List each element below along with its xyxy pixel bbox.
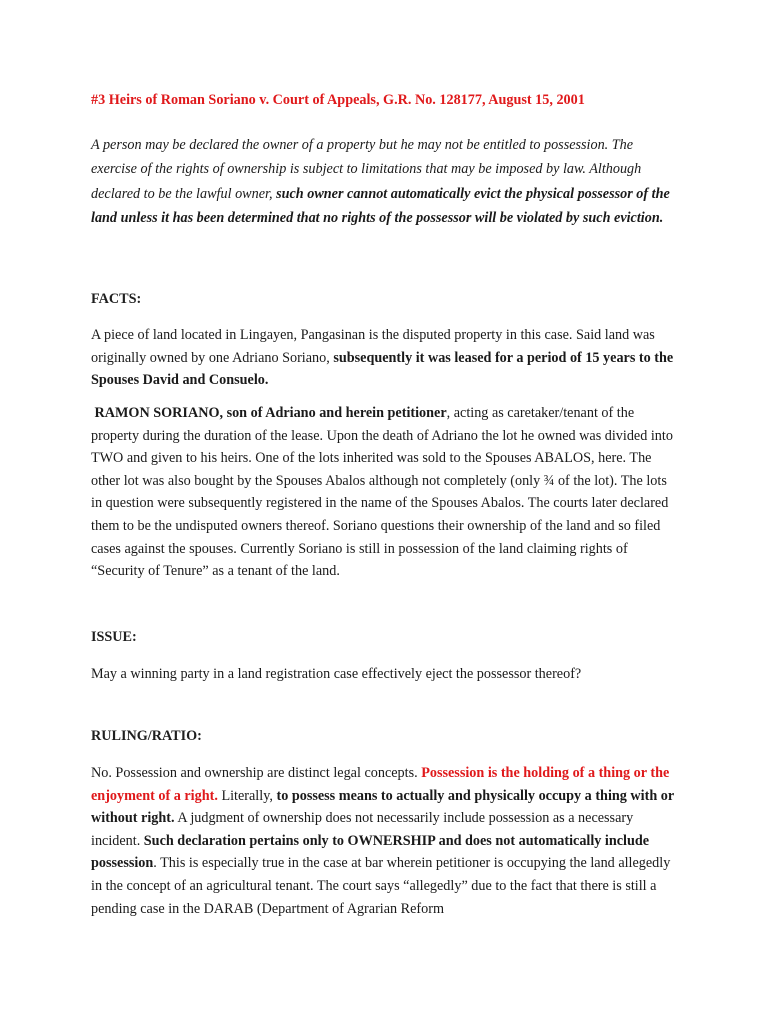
issue-paragraph: May a winning party in a land registration case effectively eject the possessor thereof?	[91, 666, 582, 682]
facts-heading: FACTS:	[91, 291, 142, 307]
ruling-text-4: . This is especially true in the case at bar wherein petitioner is occupying the land allegedly in the concept of an agricultural tenant. The court says “allegedly” due to the fact that there is still a pending case in the DARAB (Department of Agrarian Reform	[91, 855, 671, 917]
ruling-paragraph	[91, 762, 676, 920]
issue-heading: ISSUE:	[91, 629, 137, 645]
doctrine-bold-text: such owner cannot automatically evict the physical possessor of the land unless it has been determined that no rights of the possessor will be violated by such eviction.	[91, 185, 670, 226]
facts-paragraph-2	[91, 402, 676, 583]
ruling-heading: RULING/RATIO:	[91, 728, 202, 744]
ruling-text-2: Literally,	[217, 787, 277, 804]
case-title: #3 Heirs of Roman Soriano v. Court of Appeals, G.R. No. 128177, August 15, 2001	[91, 92, 585, 108]
ruling-red-bold-text: Possession is the holding of a thing or the enjoyment of a right.	[91, 765, 670, 804]
facts-p2-bold-text: RAMON SORIANO, son of Adriano and herein petitioner	[94, 405, 447, 421]
doctrine-paragraph	[91, 133, 676, 230]
facts-p1-text: A piece of land located in Lingayen, Pangasinan is the disputed property in this case. Said land was originally owned by one Adriano Soriano,	[91, 327, 655, 366]
facts-p2-text: , acting as caretaker/tenant of the property during the duration of the lease. Upon the death of Adriano the lot he owned was divided into TWO and given to his heirs. One of the lots inherited was sold to the Spouses ABALOS, here. The other lot was also bought by the Spouses Abalos although not completely (only ¾ of the lot). The lots in question were subsequently registered in the name of the Spouses Abalos. The courts later declared them to be the undisputed owners thereof. Soriano questions their ownership of the land and so filed cases against the spouses. Currently Soriano is still in possession of the land claiming rights of “Security of Tenure” as a tenant of the land.	[91, 405, 673, 580]
facts-p1-bold-text: subsequently it was leased for a period of 15 years to the Spouses David and Consuelo.	[91, 349, 674, 389]
ruling-bold-text-2: Such declaration pertains only to OWNERSHIP and does not automatically include possession	[91, 832, 650, 872]
ruling-bold-text-1: to possess means to actually and physically occupy a thing with or without right.	[91, 787, 674, 827]
ruling-text-3: A judgment of ownership does not necessarily include possession as a necessary incident.	[91, 810, 634, 849]
facts-paragraph-1	[91, 324, 676, 392]
doctrine-text: A person may be declared the owner of a property but he may not be entitled to possession. The exercise of the rights of ownership is subject to limitations that may be imposed by law. Although declared to be the lawful owner,	[91, 137, 642, 202]
ruling-text-1: No. Possession and ownership are distinct legal concepts.	[91, 765, 422, 781]
